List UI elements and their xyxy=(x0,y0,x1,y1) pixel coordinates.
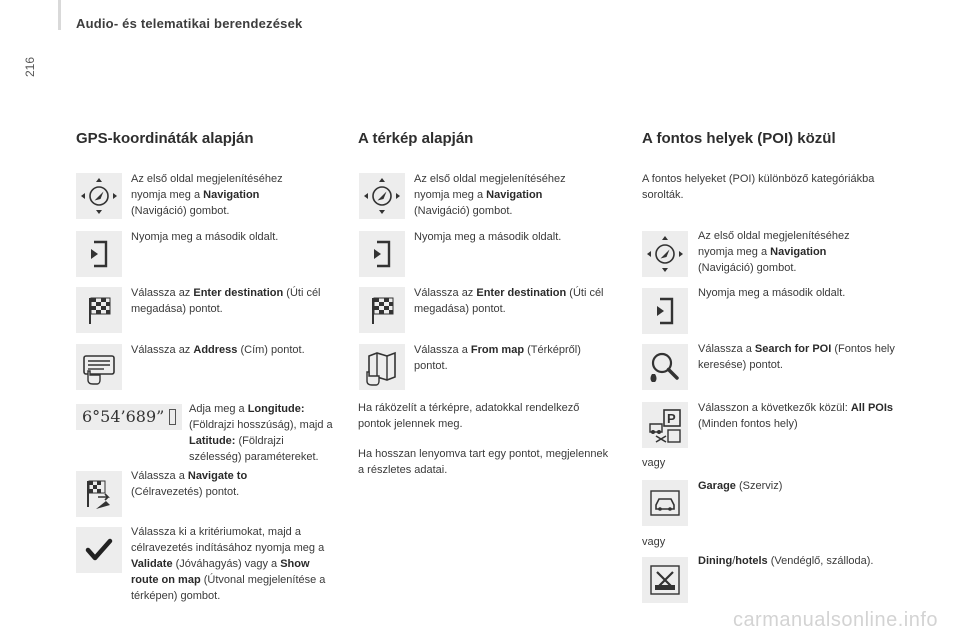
checkered-flag-icon xyxy=(76,287,122,333)
address-keyboard-icon xyxy=(76,344,122,390)
poi-or-1: vagy xyxy=(642,457,666,469)
folded-map-icon xyxy=(359,344,405,390)
map-step-2: Nyomja meg a második oldalt. xyxy=(414,231,562,243)
map-step-4: Válassza a From map (Térképről) pontot. xyxy=(414,344,581,372)
section-title-map: A térkép alapján xyxy=(358,130,474,147)
all-pois-icon xyxy=(642,402,688,448)
garage-car-icon xyxy=(642,480,688,526)
coordinate-value: 6°54’689” xyxy=(82,407,165,426)
coordinate-display xyxy=(76,404,182,430)
checkmark-icon xyxy=(76,527,122,573)
poi-or-2: vagy xyxy=(642,536,666,548)
next-page-icon xyxy=(642,288,688,334)
map-step-1: Az első oldal megjelenítéséhez nyomja meg a Navigation (Navigáció) gombot. xyxy=(414,173,566,217)
navigation-dial-icon xyxy=(642,231,688,277)
gps-step-6: Válassza a Navigate to (Célravezetés) pontot. xyxy=(131,470,248,498)
page-header-title: Audio- és telematikai berendezések xyxy=(76,16,303,31)
poi-step-6: Dining/hotels (Vendéglő, szálloda). xyxy=(698,555,874,567)
next-page-icon xyxy=(359,231,405,277)
header-bar xyxy=(58,0,61,30)
poi-intro: A fontos helyeket (POI) különböző kategóriákba sorolták. xyxy=(642,173,875,201)
gps-step-1: Az első oldal megjelenítéséhez nyomja meg a Navigation (Navigáció) gombot. xyxy=(131,173,283,217)
magnifier-poi-icon xyxy=(642,344,688,390)
gps-step-7: Válassza ki a kritériumokat, majd a célravezetés indításához nyomja meg a Validate (Jóváhagyás) vagy a Show route on map (Útvonal megjelenítése a térképen) gombot. xyxy=(131,526,326,602)
gps-step-4: Válassza az Address (Cím) pontot. xyxy=(131,344,305,356)
map-paragraph-1: Ha ráközelít a térképre, adatokkal rendelkező pontok jelennek meg. xyxy=(358,402,580,430)
navigation-dial-icon xyxy=(359,173,405,219)
poi-step-1: Az első oldal megjelenítéséhez nyomja meg a Navigation (Navigáció) gombot. xyxy=(698,230,850,274)
gps-step-5: Adja meg a Longitude: (Földrajzi hosszúság), majd a Latitude: (Földrajzi szélesség) paramétereket. xyxy=(189,403,333,463)
section-title-gps: GPS-koordináták alapján xyxy=(76,130,254,147)
flag-route-icon xyxy=(76,471,122,517)
poi-step-5: Garage (Szerviz) xyxy=(698,480,783,492)
poi-step-2: Nyomja meg a második oldalt. xyxy=(698,287,846,299)
next-page-icon xyxy=(76,231,122,277)
dining-hotel-icon xyxy=(642,557,688,603)
poi-step-4: Válasszon a következők közül: All POIs (Minden fontos hely) xyxy=(698,402,894,430)
gps-step-3: Válassza az Enter destination (Úti cél megadása) pontot. xyxy=(131,287,321,315)
map-paragraph-2: Ha hosszan lenyomva tart egy pontot, megjelennek a részletes adatai. xyxy=(358,448,609,476)
page-number: 216 xyxy=(23,56,37,78)
watermark: carmanualsonline.info xyxy=(732,609,938,631)
checkered-flag-icon xyxy=(359,287,405,333)
section-title-poi: A fontos helyek (POI) közül xyxy=(642,130,836,147)
gps-step-2: Nyomja meg a második oldalt. xyxy=(131,231,279,243)
poi-step-3: Válassza a Search for POI (Fontos hely keresése) pontot. xyxy=(698,343,895,371)
map-step-3: Válassza az Enter destination (Úti cél megadása) pontot. xyxy=(414,287,604,315)
navigation-dial-icon xyxy=(76,173,122,219)
cursor-bar xyxy=(169,409,176,425)
